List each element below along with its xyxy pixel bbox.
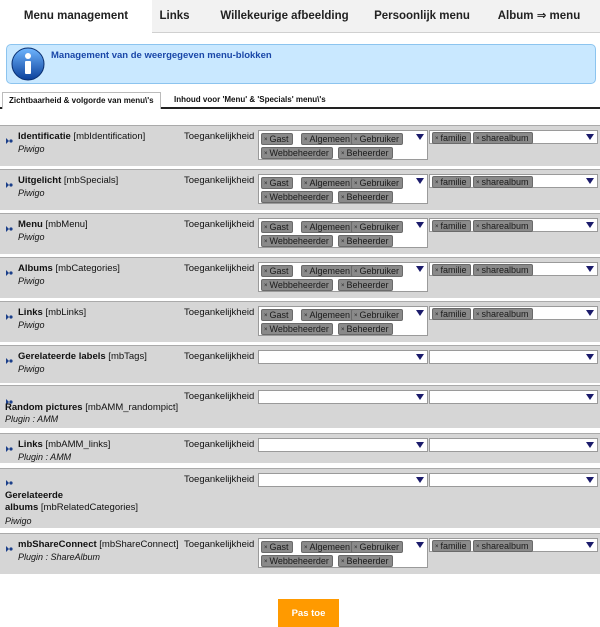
chip-label: Gebruiker	[359, 310, 400, 320]
drag-handle-icon[interactable]	[5, 440, 13, 448]
block-id: [mbLinks]	[42, 307, 87, 318]
chevron-down-icon	[416, 477, 424, 483]
group-chip[interactable]	[351, 541, 403, 553]
group-access-select[interactable]	[258, 538, 428, 568]
group-chip[interactable]	[338, 279, 393, 291]
chevron-down-icon	[416, 354, 424, 360]
block-source: Piwigo	[18, 232, 45, 242]
group-chip[interactable]	[301, 133, 354, 145]
group-chip[interactable]	[351, 309, 403, 321]
block-source: Plugin : AMM	[5, 414, 59, 424]
drag-handle-icon[interactable]	[5, 393, 13, 401]
chip-label: Beheerder	[346, 192, 389, 202]
user-chip[interactable]	[473, 264, 533, 276]
remove-chip-icon[interactable]: ×	[304, 137, 308, 143]
block-id: [mbTags]	[105, 351, 147, 362]
block-title: Identificatie	[18, 131, 71, 142]
block-id: [mbIdentification]	[70, 131, 146, 142]
access-label: Toegankelijkheid	[184, 219, 255, 230]
block-name	[18, 539, 179, 551]
chip-label: Gebruiker	[359, 178, 400, 188]
user-access-select[interactable]	[429, 473, 598, 487]
remove-chip-icon[interactable]: ×	[476, 136, 480, 142]
group-access-select[interactable]	[258, 174, 428, 204]
chip-label: sharealbum	[481, 265, 529, 275]
sub-tab-bar	[0, 90, 600, 109]
chevron-down-icon	[586, 542, 594, 548]
group-chip[interactable]	[261, 323, 333, 335]
access-label: Toegankelijkheid	[184, 474, 255, 485]
group-chip[interactable]	[301, 309, 354, 321]
block-title: Random pictures	[5, 402, 83, 413]
remove-chip-icon[interactable]: ×	[435, 312, 439, 318]
block-source: Plugin : AMM	[18, 452, 72, 462]
block-title: Gerelateerde labels	[18, 351, 106, 362]
chip-label: Algemeen	[309, 266, 351, 276]
chevron-down-icon	[586, 222, 594, 228]
menu-block	[0, 169, 600, 210]
chip-label: familie	[440, 177, 467, 187]
chevron-down-icon	[416, 442, 424, 448]
block-title: mbShareConnect	[18, 539, 97, 550]
remove-chip-icon[interactable]: ×	[264, 283, 268, 289]
drag-handle-icon[interactable]	[5, 352, 13, 360]
chip-label: Algemeen	[309, 542, 351, 552]
user-chip[interactable]	[432, 176, 471, 188]
block-name	[18, 219, 88, 231]
group-access-select[interactable]	[258, 350, 428, 364]
top-tab-bar	[0, 0, 600, 33]
block-title: Links	[18, 439, 43, 450]
block-id: [mbShareConnect]	[96, 539, 179, 550]
remove-chip-icon[interactable]: ×	[354, 545, 358, 551]
block-name	[18, 131, 145, 143]
remove-chip-icon[interactable]: ×	[304, 545, 308, 551]
remove-chip-icon[interactable]: ×	[341, 239, 345, 245]
chip-label: Webbeheerder	[269, 148, 329, 158]
remove-chip-icon[interactable]: ×	[476, 180, 480, 186]
remove-chip-icon[interactable]: ×	[341, 559, 345, 565]
drag-handle-icon[interactable]	[5, 176, 13, 184]
chip-label: Gebruiker	[359, 134, 400, 144]
access-label: Toegankelijkheid	[184, 263, 255, 274]
chip-label: Gast	[269, 542, 289, 552]
chevron-down-icon	[416, 310, 424, 316]
drag-handle-icon[interactable]	[5, 540, 13, 548]
group-chip[interactable]	[261, 279, 333, 291]
block-id: [mbMenu]	[42, 219, 88, 230]
group-access-select[interactable]	[258, 218, 428, 248]
group-chip[interactable]	[301, 221, 354, 233]
menu-block	[0, 257, 600, 298]
apply-button[interactable]: Pas toe	[278, 599, 339, 627]
user-access-select[interactable]	[429, 538, 598, 552]
chevron-down-icon	[416, 266, 424, 272]
remove-chip-icon[interactable]: ×	[304, 181, 308, 187]
user-access-select[interactable]	[429, 174, 598, 188]
tab-links[interactable]: Links	[159, 10, 190, 22]
tab-menu-management[interactable]: Menu management	[0, 0, 152, 33]
remove-chip-icon[interactable]: ×	[304, 313, 308, 319]
drag-handle-icon[interactable]	[5, 220, 13, 228]
subtab-visibility-order[interactable]: Zichtbaarheid & volgorde van menu\'s	[2, 92, 161, 109]
group-chip[interactable]	[301, 177, 354, 189]
remove-chip-icon[interactable]: ×	[354, 269, 358, 275]
chip-label: Beheerder	[346, 556, 389, 566]
remove-chip-icon[interactable]: ×	[264, 545, 268, 551]
remove-chip-icon[interactable]: ×	[476, 544, 480, 550]
chip-label: familie	[440, 133, 467, 143]
chip-label: Algemeen	[309, 222, 351, 232]
user-chip[interactable]	[432, 264, 471, 276]
menu-block	[0, 533, 600, 574]
remove-chip-icon[interactable]: ×	[354, 137, 358, 143]
group-chip[interactable]	[351, 221, 403, 233]
user-chip[interactable]	[473, 540, 533, 552]
remove-chip-icon[interactable]: ×	[304, 269, 308, 275]
info-icon	[11, 47, 45, 81]
block-title: Uitgelicht	[18, 175, 62, 186]
block-source: Piwigo	[18, 364, 45, 374]
block-name	[18, 351, 147, 363]
remove-chip-icon[interactable]: ×	[264, 195, 268, 201]
remove-chip-icon[interactable]: ×	[435, 224, 439, 230]
drag-handle-icon[interactable]	[5, 132, 13, 140]
menu-block	[0, 385, 600, 428]
menu-block	[0, 468, 600, 528]
chip-label: Gast	[269, 134, 289, 144]
block-source: Piwigo	[18, 188, 45, 198]
user-access-select[interactable]	[429, 262, 598, 276]
chip-label: sharealbum	[481, 133, 529, 143]
tab-personal-menu[interactable]: Persoonlijk menu	[374, 10, 470, 22]
info-banner	[6, 44, 596, 84]
block-name	[5, 402, 178, 414]
group-chip[interactable]	[261, 133, 293, 145]
chip-label: Webbeheerder	[269, 236, 329, 246]
menu-block	[0, 213, 600, 254]
drag-handle-icon[interactable]	[5, 264, 13, 272]
block-title: Menu	[18, 219, 43, 230]
group-chip[interactable]	[261, 235, 333, 247]
remove-chip-icon[interactable]: ×	[341, 195, 345, 201]
remove-chip-icon[interactable]: ×	[354, 181, 358, 187]
remove-chip-icon[interactable]: ×	[264, 137, 268, 143]
chip-label: Gast	[269, 178, 289, 188]
user-chip[interactable]	[473, 220, 533, 232]
block-title: Albums	[18, 263, 53, 274]
chevron-down-icon	[586, 310, 594, 316]
remove-chip-icon[interactable]: ×	[264, 151, 268, 157]
chip-label: Algemeen	[309, 310, 351, 320]
chip-label: Beheerder	[346, 148, 389, 158]
group-chip[interactable]	[338, 235, 393, 247]
chevron-down-icon	[586, 266, 594, 272]
user-chip[interactable]	[432, 540, 471, 552]
chip-label: sharealbum	[481, 309, 529, 319]
access-label: Toegankelijkheid	[184, 307, 255, 318]
block-id: [mbRelatedCategories]	[38, 502, 139, 513]
chip-label: sharealbum	[481, 541, 529, 551]
user-access-select[interactable]	[429, 130, 598, 144]
banner-text: Management van de weergegeven menu-blokken	[51, 50, 272, 61]
group-chip[interactable]	[338, 555, 393, 567]
chip-label: Gebruiker	[359, 542, 400, 552]
group-access-select[interactable]	[258, 390, 428, 404]
remove-chip-icon[interactable]: ×	[354, 225, 358, 231]
user-chip[interactable]	[432, 132, 471, 144]
block-name	[5, 490, 138, 514]
chevron-down-icon	[586, 134, 594, 140]
group-chip[interactable]	[338, 191, 393, 203]
group-chip[interactable]	[261, 177, 293, 189]
remove-chip-icon[interactable]: ×	[341, 327, 345, 333]
remove-chip-icon[interactable]: ×	[264, 269, 268, 275]
drag-handle-icon[interactable]	[5, 308, 13, 316]
chip-label: sharealbum	[481, 177, 529, 187]
menu-block	[0, 301, 600, 342]
user-access-select[interactable]	[429, 350, 598, 364]
user-chip[interactable]	[473, 308, 533, 320]
chip-label: familie	[440, 309, 467, 319]
group-chip[interactable]	[261, 309, 293, 321]
chip-label: Webbeheerder	[269, 324, 329, 334]
chip-label: Gebruiker	[359, 222, 400, 232]
access-label: Toegankelijkheid	[184, 175, 255, 186]
group-access-select[interactable]	[258, 438, 428, 452]
access-label: Toegankelijkheid	[184, 439, 255, 450]
user-access-select[interactable]	[429, 218, 598, 232]
access-label: Toegankelijkheid	[184, 391, 255, 402]
chip-label: Gast	[269, 266, 289, 276]
remove-chip-icon[interactable]: ×	[264, 181, 268, 187]
remove-chip-icon[interactable]: ×	[264, 225, 268, 231]
remove-chip-icon[interactable]: ×	[435, 268, 439, 274]
block-source: Piwigo	[5, 516, 32, 526]
chevron-down-icon	[416, 222, 424, 228]
chevron-down-icon	[416, 134, 424, 140]
block-id: [mbCategories]	[52, 263, 120, 274]
chip-label: Webbeheerder	[269, 192, 329, 202]
menu-block	[0, 345, 600, 383]
chip-label: Algemeen	[309, 178, 351, 188]
block-id: [mbSpecials]	[61, 175, 119, 186]
chip-label: Webbeheerder	[269, 556, 329, 566]
block-source: Piwigo	[18, 320, 45, 330]
remove-chip-icon[interactable]: ×	[435, 544, 439, 550]
user-chip[interactable]	[473, 132, 533, 144]
chevron-down-icon	[586, 178, 594, 184]
block-title: Gerelateerde	[5, 490, 64, 501]
remove-chip-icon[interactable]: ×	[476, 268, 480, 274]
group-access-select[interactable]	[258, 130, 428, 160]
remove-chip-icon[interactable]: ×	[304, 225, 308, 231]
chip-label: Beheerder	[346, 280, 389, 290]
group-chip[interactable]	[338, 323, 393, 335]
access-label: Toegankelijkheid	[184, 131, 255, 142]
group-chip[interactable]	[261, 541, 293, 553]
chip-label: Webbeheerder	[269, 280, 329, 290]
group-access-select[interactable]	[258, 262, 428, 292]
group-access-select[interactable]	[258, 306, 428, 336]
block-source: Plugin : ShareAlbum	[18, 552, 101, 562]
user-chip[interactable]	[473, 176, 533, 188]
remove-chip-icon[interactable]: ×	[476, 224, 480, 230]
chevron-down-icon	[416, 542, 424, 548]
block-name	[18, 307, 86, 319]
chevron-down-icon	[586, 394, 594, 400]
user-access-select[interactable]	[429, 306, 598, 320]
group-access-select[interactable]	[258, 473, 428, 487]
group-chip[interactable]	[351, 133, 403, 145]
tab-album-menu[interactable]: Album ⇒ menu	[497, 10, 581, 22]
group-chip[interactable]	[351, 177, 403, 189]
block-source: Piwigo	[18, 144, 45, 154]
chip-label: Beheerder	[346, 324, 389, 334]
group-chip[interactable]	[301, 541, 354, 553]
chip-label: Algemeen	[309, 134, 351, 144]
group-chip[interactable]	[261, 147, 333, 159]
group-chip[interactable]	[301, 265, 354, 277]
block-name	[18, 175, 118, 187]
access-label: Toegankelijkheid	[184, 351, 255, 362]
remove-chip-icon[interactable]: ×	[354, 313, 358, 319]
user-chip[interactable]	[432, 220, 471, 232]
chip-label: familie	[440, 541, 467, 551]
remove-chip-icon[interactable]: ×	[435, 136, 439, 142]
remove-chip-icon[interactable]: ×	[264, 327, 268, 333]
remove-chip-icon[interactable]: ×	[435, 180, 439, 186]
group-chip[interactable]	[261, 265, 293, 277]
chevron-down-icon	[416, 394, 424, 400]
chevron-down-icon	[586, 477, 594, 483]
chip-label: Gebruiker	[359, 266, 400, 276]
drag-handle-icon[interactable]	[5, 474, 13, 482]
access-label: Toegankelijkheid	[184, 539, 255, 550]
remove-chip-icon[interactable]: ×	[341, 283, 345, 289]
user-access-select[interactable]	[429, 438, 598, 452]
menu-block	[0, 433, 600, 463]
chip-label: Beheerder	[346, 236, 389, 246]
remove-chip-icon[interactable]: ×	[264, 559, 268, 565]
block-name	[18, 263, 120, 275]
chip-label: Gast	[269, 222, 289, 232]
block-source: Piwigo	[18, 276, 45, 286]
block-title: Links	[18, 307, 43, 318]
remove-chip-icon[interactable]: ×	[264, 313, 268, 319]
group-chip[interactable]	[338, 147, 393, 159]
menu-block	[0, 125, 600, 166]
subtab-menu-content[interactable]: Inhoud voor 'Menu' & 'Specials' menu\'s	[174, 95, 326, 104]
group-chip[interactable]	[261, 191, 333, 203]
block-id: [mbAMM_links]	[42, 439, 111, 450]
block-name	[18, 439, 110, 451]
remove-chip-icon[interactable]: ×	[264, 239, 268, 245]
user-access-select[interactable]	[429, 390, 598, 404]
chip-label: familie	[440, 221, 467, 231]
group-chip[interactable]	[351, 265, 403, 277]
group-chip[interactable]	[261, 221, 293, 233]
block-title: albums	[5, 502, 39, 513]
chip-label: sharealbum	[481, 221, 529, 231]
chip-label: Gast	[269, 310, 289, 320]
group-chip[interactable]	[261, 555, 333, 567]
chevron-down-icon	[586, 442, 594, 448]
tab-random-image[interactable]: Willekeurige afbeelding	[220, 10, 349, 22]
remove-chip-icon[interactable]: ×	[341, 151, 345, 157]
chip-label: familie	[440, 265, 467, 275]
chevron-down-icon	[586, 354, 594, 360]
remove-chip-icon[interactable]: ×	[476, 312, 480, 318]
chevron-down-icon	[416, 178, 424, 184]
user-chip[interactable]	[432, 308, 471, 320]
block-id: [mbAMM_randompict]	[82, 402, 179, 413]
